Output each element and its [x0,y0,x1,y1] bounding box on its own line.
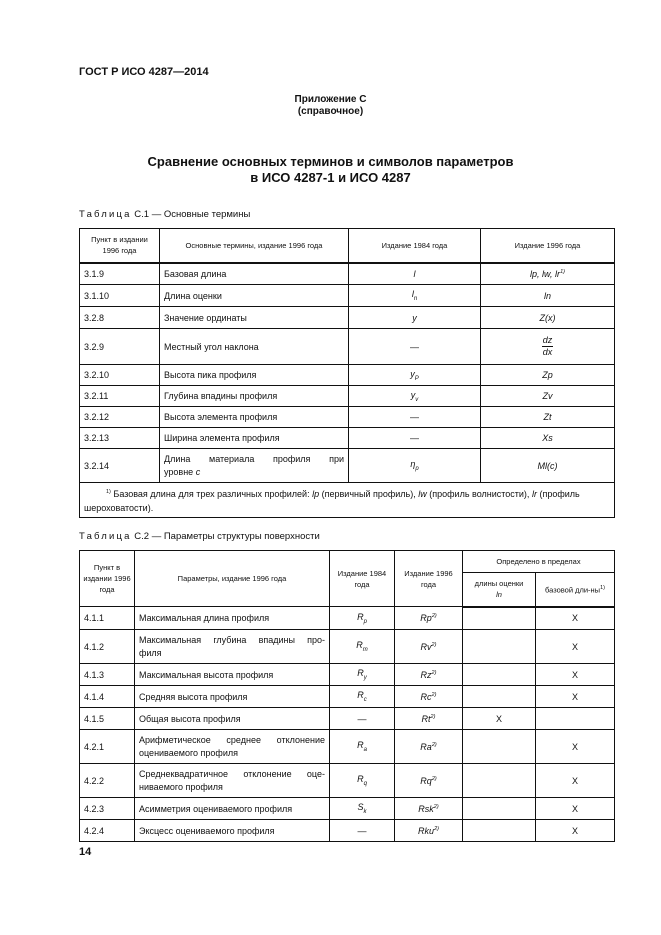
footnote-mark: 1) [106,489,111,495]
table-row [80,285,615,307]
cell-clause: 3.1.9 [80,263,160,285]
cell-param: Общая высота профиля [135,708,330,730]
cell-1996-text: Rku [418,825,435,836]
cell-eval-length [463,607,536,630]
table-surface-parameters [79,550,615,842]
cell-1996-text: Rp [420,613,432,623]
cell-base-length: X [536,798,615,820]
footnote-ref: 2) [431,775,437,782]
footnote-lp: lp [312,489,320,499]
cell-param-line2: оцениваемого профиля [139,747,238,758]
table-row [80,730,615,764]
cell-base-length: X [536,664,615,686]
t1-header-clause: Пункт в издании 1996 года [80,229,160,263]
cell-clause: 3.2.8 [80,307,160,329]
cell-param: Максимальная высота профиля [135,664,330,686]
fraction-denominator: dx [542,347,553,357]
table-basic-terms [79,228,615,518]
cell-eval-length: X [463,708,536,730]
cell-1984 [330,664,395,686]
cell-eval-length [463,664,536,686]
cell-1996 [481,263,615,285]
table-row [80,329,615,365]
cell-1984 [330,686,395,708]
cell-1996-text: Rt [421,713,431,724]
cell-eval-length [463,630,536,664]
table-footnote-row [80,483,615,518]
cell-base-length: X [536,607,615,630]
cell-eval-length [463,798,536,820]
cell-param: Максимальная длина профиля [135,607,330,630]
footnote-ref: 2) [431,741,437,748]
cell-1996: Z(x) [481,307,615,329]
cell-1996 [395,708,463,730]
table-row [80,607,615,630]
cell-clause: 3.2.10 [80,365,160,386]
footnote-text: Базовая длина для трех различных профилей: [113,489,310,499]
cell-1984-sub: m [362,646,368,653]
footnote-ref: 2) [431,669,437,676]
table1-caption-label: Таблица [79,209,132,220]
main-title-line2: в ИСО 4287-1 и ИСО 4287 [250,170,411,185]
table-row [80,386,615,407]
cell-1984: — [349,407,481,428]
cell-1984-sub: c [363,696,367,703]
cell-1996 [395,630,463,664]
cell-1984-text: R [357,740,364,751]
cell-eval-length [463,764,536,798]
cell-term: Местный угол наклона [160,329,349,365]
footnote-ref: 2) [430,713,436,720]
cell-1984 [330,630,395,664]
cell-1984-text: y [410,389,416,400]
t2-header-defined: Определено в пределах [463,551,615,573]
cell-eval-length [463,730,536,764]
cell-1984 [330,764,395,798]
cell-1996: Zv [481,386,615,407]
table-row [80,263,615,285]
cell-base-length: X [536,820,615,842]
cell-1984: — [330,708,395,730]
cell-1996 [395,607,463,630]
base-length-label: базовой дли-ны [545,585,601,595]
table-row [80,764,615,798]
cell-1996 [395,798,463,820]
cell-clause: 3.2.14 [80,449,160,483]
cell-base-length: X [536,764,615,798]
cell-1984-sub: y [363,674,367,681]
table-row [80,664,615,686]
cell-term: Базовая длина [160,263,349,285]
footnote-text: (профиль волнистости), [429,489,530,499]
cell-term [160,449,349,483]
cell-1984: y [349,307,481,329]
cell-clause: 3.2.13 [80,428,160,449]
footnote-ref: 2) [431,691,437,698]
cell-1984 [349,365,481,386]
cell-1996: Xs [481,428,615,449]
cell-1996-text: lp, lw, lr [530,268,561,279]
cell-1984-text: R [356,640,363,651]
cell-1984-text: y [410,368,415,379]
cell-1984 [330,798,395,820]
cell-1996-text: Rc [420,691,432,702]
table1-caption [79,209,250,220]
cell-clause: 4.1.2 [80,630,135,664]
cell-param-line1: Среднеквадратичное отклонение оце- [139,768,325,779]
cell-1984-text: l [411,289,414,300]
cell-clause: 3.2.12 [80,407,160,428]
main-title-line1: Сравнение основных терминов и символов параметров [147,154,514,169]
cell-term-line2-text: уровне [164,466,194,477]
cell-1996-text: Rsk [418,803,434,814]
cell-param: Асимметрия оцениваемого профиля [135,798,330,820]
footnote-lw: lw [418,489,427,499]
cell-clause: 3.1.10 [80,285,160,307]
cell-term: Высота элемента профиля [160,407,349,428]
eval-length-label: длины оценки [474,579,524,589]
t2-header-1996: Издание 1996 года [395,551,463,607]
t2-header-param: Параметры, издание 1996 года [135,551,330,607]
cell-param [135,764,330,798]
derivative-fraction [542,335,554,358]
cell-1984: — [349,329,481,365]
t1-header-1996: Издание 1996 года [481,229,615,263]
cell-1996-text: Ra [420,741,432,752]
cell-1996-text: Rq [420,775,432,786]
cell-term: Ширина элемента профиля [160,428,349,449]
cell-clause: 4.2.4 [80,820,135,842]
cell-1984 [349,386,481,407]
footnote-ref: 2) [431,641,437,648]
cell-1996-text: Rv [420,641,432,652]
cell-1996-text: Rz [420,669,432,680]
cell-term-line2 [164,466,344,479]
t1-header-1984: Издание 1984 года [349,229,481,263]
footnote-lr: lr [531,489,537,499]
cell-param-line1: Максимальная глубина впадины про- [139,634,325,645]
cell-1996 [395,820,463,842]
cell-base-length: X [536,686,615,708]
cell-1984-text: S [357,802,364,813]
table1-footnote [80,483,615,518]
table-row [80,449,615,483]
cell-term: Длина оценки [160,285,349,307]
cell-param-line1: Арифметическое среднее отклонение [139,734,325,745]
table-row [80,708,615,730]
footnote-ref: 1) [560,268,565,275]
cell-base-length: X [536,630,615,664]
t2-header-1984: Издание 1984 года [330,551,395,607]
cell-1996: Ml(c) [481,449,615,483]
footnote-ref: 2) [431,613,437,619]
footnote-text: (профиль шероховатости). [84,489,580,513]
t2-header-eval-length [463,573,536,607]
cell-term: Высота пика профиля [160,365,349,386]
cell-eval-length [463,820,536,842]
table-row [80,407,615,428]
cell-1996: ln [481,285,615,307]
t2-header-base-length [536,573,615,607]
cell-base-length [536,708,615,730]
table-row [80,630,615,664]
cell-1996: Zp [481,365,615,386]
cell-1984: — [330,820,395,842]
t1-header-term: Основные термины, издание 1996 года [160,229,349,263]
cell-1996 [481,329,615,365]
cell-1984-text: η [410,459,416,470]
page-number: 14 [79,846,92,858]
cell-1996 [395,686,463,708]
t2-header-clause: Пункт в издании 1996 года [80,551,135,607]
cell-clause: 3.2.9 [80,329,160,365]
table-row [80,686,615,708]
cell-1984-sub: n [413,295,418,302]
cell-param-line2: ниваемого профиля [139,781,223,792]
cell-eval-length [463,686,536,708]
footnote-ref: 2) [434,825,439,832]
table-row [80,307,615,329]
cell-1996 [395,664,463,686]
cell-1984-text: R [357,668,364,679]
cell-1984-text: R [357,774,364,785]
cell-clause: 4.1.5 [80,708,135,730]
footnote-ref: 2) [433,803,439,810]
cell-1984 [349,449,481,483]
cell-clause: 4.2.2 [80,764,135,798]
cell-clause: 4.1.4 [80,686,135,708]
eval-length-symbol: ln [496,590,502,600]
cell-1984-sub: a [363,746,367,753]
cell-param [135,630,330,664]
cell-clause: 3.2.11 [80,386,160,407]
table2-caption-text: С.2 — Параметры структуры поверхности [134,531,320,542]
appendix-subtitle: (справочное) [297,106,364,117]
cell-1996 [395,764,463,798]
cell-1984: l [349,263,481,285]
cell-1984-sub: q [363,780,367,787]
table-row [80,365,615,386]
cell-param: Средняя высота профиля [135,686,330,708]
cell-1984-sub: p [415,465,419,472]
cell-clause: 4.2.1 [80,730,135,764]
footnote-text: (первичный профиль), [321,489,416,499]
cell-1996 [395,730,463,764]
cell-clause: 4.1.1 [80,607,135,630]
cell-1984-sub: k [363,808,367,815]
cell-param: Эксцесс оцениваемого профиля [135,820,330,842]
table1-caption-text: С.1 — Основные термины [134,209,251,220]
table-row [80,428,615,449]
footnote-ref: 1) [600,585,605,591]
cell-param [135,730,330,764]
cell-1996: Zt [481,407,615,428]
cell-base-length: X [536,730,615,764]
cell-clause: 4.1.3 [80,664,135,686]
cell-1984 [330,607,395,630]
cell-term: Глубина впадины профиля [160,386,349,407]
appendix-title: Приложение С [294,94,367,105]
fraction-numerator: dz [542,335,553,345]
cell-term-c: c [195,466,201,477]
table-row [80,820,615,842]
cell-1984: — [349,428,481,449]
table2-caption-label: Таблица [79,531,132,542]
cell-1984-text: R [357,690,364,701]
table2-caption [79,531,320,542]
standard-header: ГОСТ Р ИСО 4287—2014 [79,66,209,78]
table2-body [80,607,615,842]
cell-1984 [349,285,481,307]
cell-1984-text: R [357,611,364,622]
cell-param-line2: филя [139,647,162,658]
footnote-block [84,489,580,513]
cell-1984-sub: v [415,396,419,403]
cell-term-line1: Длина материала профиля при [164,453,344,464]
cell-1984-sub: p [363,618,367,625]
cell-clause: 4.2.3 [80,798,135,820]
table-row [80,798,615,820]
cell-1984 [330,730,395,764]
cell-1984-sub: P [414,375,419,382]
cell-term: Значение ординаты [160,307,349,329]
